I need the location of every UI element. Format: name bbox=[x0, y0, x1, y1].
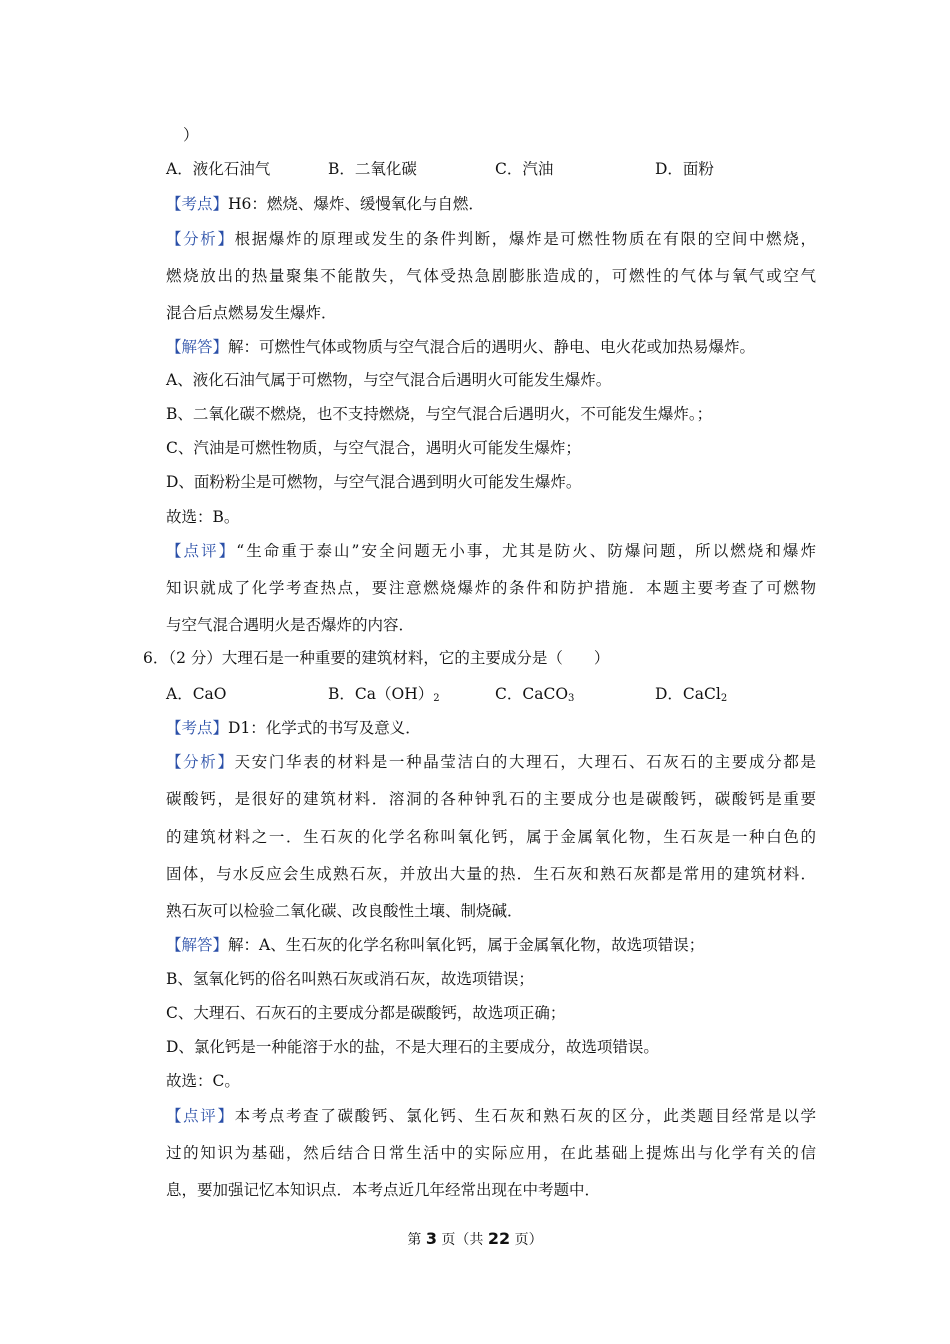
q5-jieda-line-2: A、液化石油气属于可燃物，与空气混合后遇明火可能发生爆炸。 bbox=[166, 371, 612, 389]
q6-kaodian bbox=[166, 718, 816, 738]
q6-option-d-subscript: 2 bbox=[720, 693, 728, 704]
footer-total-pages: 22 bbox=[487, 1229, 511, 1248]
page-footer bbox=[0, 1229, 950, 1250]
q5-fenxi-line-2: 燃烧放出的热量聚集不能散失，气体受热急剧膨胀造成的，可燃性的气体与氧气或空气 bbox=[166, 267, 816, 285]
question-fragment: ） bbox=[183, 126, 199, 144]
q5-fenxi-line-3: 混合后点燃易发生爆炸． bbox=[166, 304, 337, 322]
q6-jieda-line-4: D、氯化钙是一种能溶于水的盐，不是大理石的主要成分，故选项错误。 bbox=[166, 1038, 659, 1056]
q6-option-b bbox=[328, 684, 440, 709]
q6-option-c-text: C．CaCO bbox=[495, 685, 569, 703]
q5-dianping-line-3: 与空气混合遇明火是否爆炸的内容． bbox=[166, 616, 415, 634]
q6-option-d bbox=[655, 684, 727, 709]
q6-option-b-text: B．Ca（OH） bbox=[328, 685, 434, 703]
q6-dianping-line-1 bbox=[166, 1106, 816, 1126]
q5-kaodian bbox=[166, 194, 816, 214]
q6-jieda-text-1: 解：A、生石灰的化学名称叫氧化钙，属于金属氧化物，故选项错误； bbox=[228, 936, 705, 954]
q5-jieda-tag: 【解答】 bbox=[166, 338, 229, 356]
footer-prefix: 第 bbox=[407, 1232, 426, 1248]
q5-dianping-tag: 【点评】 bbox=[166, 542, 237, 560]
q6-fenxi-line-1 bbox=[166, 752, 816, 772]
q6-dianping-line-2: 过的知识为基础，然后结合日常生活中的实际应用，在此基础上提炼出与化学有关的信 bbox=[166, 1144, 816, 1162]
q5-option-b: B．二氧化碳 bbox=[328, 160, 417, 178]
q6-dianping-text-1: 本考点考查了碳酸钙、氯化钙、生石灰和熟石灰的区分，此类题目经常是以学 bbox=[234, 1107, 816, 1125]
q5-fenxi-text-1: 根据爆炸的原理或发生的条件判断，爆炸是可燃性物质在有限的空间中燃烧， bbox=[234, 230, 816, 248]
q5-jieda-text-1: 解：可燃性气体或物质与空气混合后的遇明火、静电、电火花或加热易爆炸。 bbox=[228, 338, 756, 356]
q6-fenxi-line-2: 碳酸钙，是很好的建筑材料．溶洞的各种钟乳石的主要成分也是碳酸钙，碳酸钙是重要 bbox=[166, 790, 816, 808]
footer-middle: 页（共 bbox=[436, 1232, 488, 1248]
footer-page-number: 3 bbox=[425, 1229, 437, 1248]
q6-option-c bbox=[495, 684, 574, 709]
q6-fenxi-tag: 【分析】 bbox=[166, 753, 235, 771]
q5-dianping-text-1: “生命重于泰山”安全问题无小事，尤其是防火、防爆问题，所以燃烧和爆炸 bbox=[236, 542, 816, 560]
q5-kaodian-tag: 【考点】 bbox=[166, 195, 229, 213]
q6-jieda-line-5: 故选：C。 bbox=[166, 1072, 240, 1090]
q6-option-a: A．CaO bbox=[166, 685, 227, 703]
q5-option-c: C．汽油 bbox=[495, 160, 554, 178]
footer-suffix: 页） bbox=[510, 1232, 543, 1248]
q5-dianping-line-2: 知识就成了化学考查热点，要注意燃烧爆炸的条件和防护措施．本题主要考查了可燃物 bbox=[166, 579, 816, 597]
q6-jieda-tag: 【解答】 bbox=[166, 936, 229, 954]
q5-fenxi-line-1 bbox=[166, 229, 816, 249]
q6-option-d-text: D．CaCl bbox=[655, 685, 721, 703]
q5-option-a: A．液化石油气 bbox=[166, 160, 271, 178]
q6-kaodian-tag: 【考点】 bbox=[166, 719, 229, 737]
q5-option-d: D．面粉 bbox=[655, 160, 714, 178]
q6-jieda-line-2: B、氢氧化钙的俗名叫熟石灰或消石灰，故选项错误； bbox=[166, 970, 534, 988]
q5-fenxi-tag: 【分析】 bbox=[166, 230, 235, 248]
q6-fenxi-line-4: 固体，与水反应会生成熟石灰，并放出大量的热．生石灰和熟石灰都是常用的建筑材料． bbox=[166, 865, 816, 883]
q6-stem: 6．（2 分）大理石是一种重要的建筑材料，它的主要成分是（ ） bbox=[143, 649, 610, 667]
q6-dianping-tag: 【点评】 bbox=[166, 1107, 235, 1125]
q6-jieda-line-3: C、大理石、石灰石的主要成分都是碳酸钙，故选项正确； bbox=[166, 1004, 566, 1022]
q6-fenxi-line-3: 的建筑材料之一．生石灰的化学名称叫氧化钙，属于金属氧化物，生石灰是一种白色的 bbox=[166, 828, 816, 846]
q5-jieda-line-6: 故选：B。 bbox=[166, 508, 240, 526]
q6-jieda-line-1 bbox=[166, 935, 816, 955]
q6-option-c-subscript: 3 bbox=[568, 693, 575, 704]
q6-kaodian-text: D1：化学式的书写及意义． bbox=[228, 719, 421, 737]
q5-jieda-line-3: B、二氧化碳不燃烧，也不支持燃烧，与空气混合后遇明火，不可能发生爆炸。； bbox=[166, 405, 713, 423]
q6-fenxi-text-1: 天安门华表的材料是一种晶莹洁白的大理石，大理石、石灰石的主要成分都是 bbox=[234, 753, 816, 771]
q6-dianping-line-3: 息，要加强记忆本知识点．本考点近几年经常出现在中考题中． bbox=[166, 1181, 601, 1199]
q5-jieda-line-1 bbox=[166, 337, 816, 357]
q5-jieda-line-4: C、汽油是可燃性物质，与空气混合，遇明火可能发生爆炸； bbox=[166, 439, 581, 457]
q5-kaodian-text: H6：燃烧、爆炸、缓慢氧化与自燃． bbox=[228, 195, 484, 213]
q5-jieda-line-5: D、面粉粉尘是可燃物，与空气混合遇到明火可能发生爆炸。 bbox=[166, 473, 582, 491]
q5-dianping-line-1 bbox=[166, 541, 816, 561]
q6-fenxi-line-5: 熟石灰可以检验二氧化碳、改良酸性土壤、制烧碱． bbox=[166, 902, 523, 920]
q6-option-b-subscript: 2 bbox=[433, 693, 440, 704]
